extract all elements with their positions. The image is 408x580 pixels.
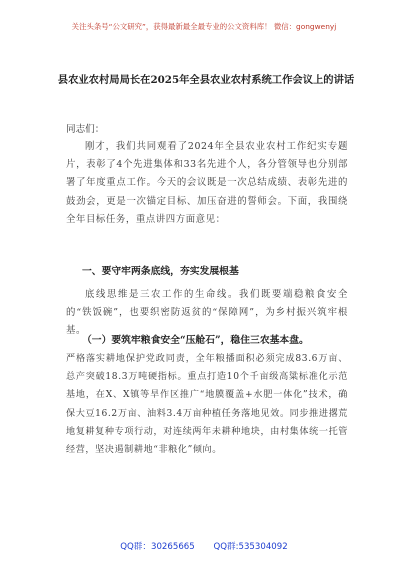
paragraph-bottom-line: 底线思维是三农工作的生命线。我们既要端稳粮食安全的“铁饭碗”，也要织密防返贫的“保障网”，为乡村振兴筑牢根基。: [66, 289, 348, 337]
paragraph-intro: 刚才，我们共同观看了2024年全县农业农村工作纪实专题片，表彰了4个先进集体和33名先进个人，各分管领导也分别部署了年度重点工作。今天的会议既是一次总结成绩、表彰先进的鼓劲会，更是一次锚定目标、加压奋进的誓师会。下面，我围绕全年目标任务，重点讲四方面意见：: [66, 141, 348, 225]
qq-group-link-2[interactable]: QQ群:535304092: [213, 542, 288, 552]
subsection-heading-1: （一）要筑牢粮食安全“压舱石”，稳住三农基本盘。: [82, 335, 309, 346]
section-heading-1: 一、要守牢两条底线，夯实发展根基: [82, 266, 239, 277]
paragraph-grain-security: 严格落实耕地保护党政同责，全年粮播面积必须完成83.6万亩、总产突破18.3万吨硬指标。重点打造10个千亩级高粱标准化示范基地，在X、X镇等旱作区推广“地膜覆盖+水肥一体化”技术，确保大豆16.2万亩、油料3.4万亩种植任务落地见效。同步推进撂荒地复耕复种专项行动，对连续两年未耕种地块，由村集体统一托管经营，坚决遏制耕地“非粮化”倾向。: [66, 354, 348, 456]
promo-banner[interactable]: 关注头条号“公文研究”，获得最新最全最专业的公文资料库！ 微信：gongwenyj: [71, 22, 337, 31]
footer-contacts: [0, 540, 408, 552]
salutation: 同志们：: [66, 124, 105, 135]
document-title: 县农业农村局局长在2025年全县农业农村系统工作会议上的讲话: [57, 74, 355, 86]
qq-group-link-1[interactable]: QQ群：30265665: [120, 542, 195, 552]
